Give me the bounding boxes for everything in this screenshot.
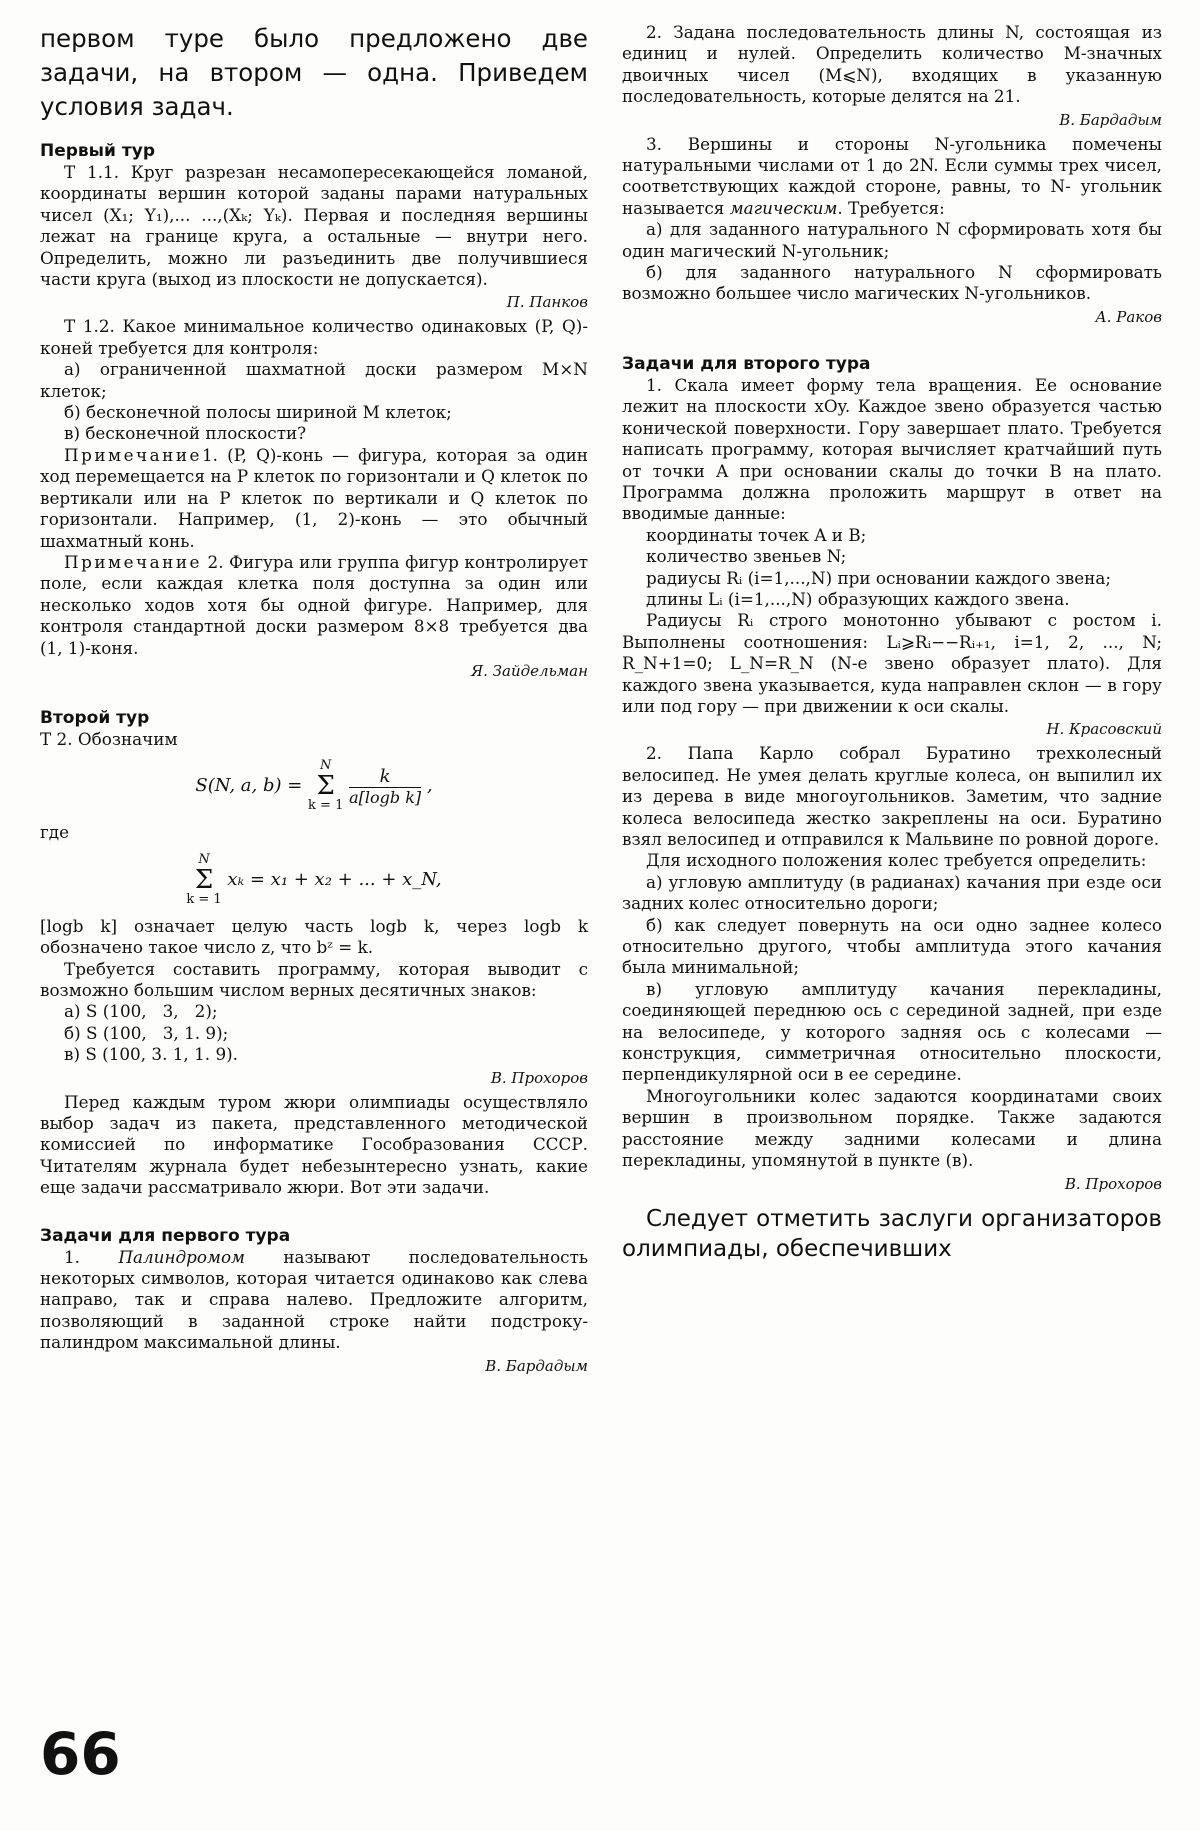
author-task1: В. Бардадым [485,1356,588,1375]
tasks1-heading: Задачи для первого тура [40,1225,291,1246]
task3-a: а) для заданного натурального N сформировать хотя бы один магический N-угольник; [622,219,1162,261]
t21-list-4: длины Lᵢ (i=1,...,N) образующих каждого звена. [646,588,1070,609]
note-2-text: 2. Фигура или группа фигур контролирует поле, если каждая клетка поля доступна за один или несколько ходов хотя бы одной фигуре. Например, для контроля стандартной доски размером 8×8 требуется два (1, 1)-коня. [40,551,588,658]
jury-paragraph: Перед каждым туром жюри олимпиады осуществляло выбор задач из пакета, представленного методической комиссией по информатике Гособразования СССР. Читателям журнала будет небезынтересно узнать, какие еще задачи рассматривало жюри. Вот эти задачи. [40,1091,588,1198]
sum-symbol-2: N Σ k = 1 [186,851,222,907]
tour1-heading: Первый тур [40,141,155,161]
task2-sequence: 2. Задана последовательность длины N, состоящая из единиц и нулей. Определить количество M-значных двоичных чисел (M⩽N), входящих в указанную последовательность, которые делятся на 21. [622,22,1162,107]
problem-t2-text1: [logb k] означает целую часть logb k, через logb k обозначено такое число z, что bᶻ = k. [40,915,588,958]
t22-input: Многоугольники колес задаются координатами своих вершин в произвольном порядке. Также задаются расстояние между задними колесами и длина перекладины, упомянутой в пункте (в). [622,1085,1162,1171]
note-1-text: 1. (P, Q)-конь — фигура, которая за один ход перемещается на P клеток по горизонтали и Q клеток по вертикали или на P клеток по вертикали и Q клеток по горизонтали. Например, (1, 2)-конь — это обычный шахматный конь. [40,444,588,551]
formula-s-lhs: S(N, a, b) = [195,775,303,797]
t22-c: в) угловую амплитуду качания перекладины, соединяющей переднюю ось с серединой задней, при езде на велосипеде, у которого задняя ось с колесами — конструкция, симметричная относительно плоскости, перпендикулярной оси в ее середине. [622,978,1162,1085]
t21-list-1: координаты точек A и B; [646,524,867,545]
problem-t2-intro: Т 2. Обозначим [40,728,178,749]
tour2-heading: Второй тур [40,707,150,728]
author-t21: Н. Красовский [1046,720,1162,739]
t21-list-3: радиусы Rᵢ (i=1,...,N) при основании каждого звена; [646,567,1112,588]
formula-s: S(N, a, b) = N Σ k = 1 $\frac{k}{\text{a[logb k]}}$ , [195,758,433,814]
author-t2: В. Прохоров [490,1068,588,1087]
t21-conditions: Радиусы Rᵢ строго монотонно убывают с ростом i. Выполнены соотношения: Lᵢ⩾Rᵢ−−Rᵢ₊₁, i=1, 2, ..., N; R_N+1=0; L_N=R_N (N-е звено образует плато). Для каждого звена указывается, куда направлен склон — в гору или под гору — при движении к оси скалы. [622,610,1162,716]
author-t12: Я. Зайдельман [471,661,588,680]
tasks2-heading: Задачи для второго тура [622,353,871,374]
problem-t12-b: б) бесконечной полосы шириной M клеток; [64,402,452,423]
task3-b: б) для заданного натурального N сформировать возможно большее число магических N-угольников. [622,262,1162,304]
author-t11: П. Панков [506,293,588,312]
problem-t2-a: а) S (100, 3, 2); [64,1001,218,1022]
magic-term: магическим [729,197,838,218]
t22-requirements: Для исходного положения колес требуется определить: [646,850,1147,871]
problem-t2-b: б) S (100, 3, 1. 9); [64,1022,229,1043]
t21-rock: 1. Скала имеет форму тела вращения. Ее основание лежит на плоскости xOy. Каждое звено образуется частью конической поверхности. Гору завершает плато. Требуется написать программу, которая вычисляет кратчайший путь от точки A при основании скалы до точки B на плато. Программа должна проложить маршрут в ответ на вводимые данные: [622,374,1162,524]
author-task3: А. Раков [1095,307,1162,326]
author-task2: В. Бардадым [1059,110,1162,129]
note-1 [40,445,588,552]
problem-t12: Т 1.2. Какое минимальное количество одинаковых (P, Q)-коней требуется для контроля: [40,316,588,358]
right-column [622,22,1162,1264]
palindrome-term: Палиндромом [118,1246,245,1267]
t21-list-2: количество звеньев N; [646,546,847,567]
formula-sum-rhs: xₖ = x₁ + x₂ + ... + x_N, [227,868,442,890]
t22-b: б) как следует повернуть на оси одно заднее колесо относительно другого, чтобы амплитуда этого качания была минимальной; [622,914,1162,978]
task1-palindrome: 1. Палиндромом называют последовательность некоторых символов, которая читается одинаково как слева направо, так и справа налево. Предложите алгоритм, позволяющий в заданной строке найти подстроку-палиндром максимальной длины. [40,1246,588,1353]
left-column [40,22,588,1380]
note-2-label: Примечание [64,551,202,572]
formula-sum-x [40,852,588,908]
note-1-label: Примечание [64,444,202,465]
task3-polygon: 3. Вершины и стороны N-угольника помечены натуральными числами от 1 до 2N. Если суммы трех чисел, соответствующих каждой стороне, равны, то N- угольник называется магическим. Требуется: [622,133,1162,218]
problem-t11: Т 1.1. Круг разрезан несамопересекающейся ломаной, координаты вершин которой заданы парами натуральных чисел (X₁; Y₁),... ...,(Xₖ; Yₖ). Первая и последняя вершины лежат на границе круга, а остальные — внутри него. Определить, можно ли разъединить две получившиеся части круга (выход из плоскости не допускается). [40,162,588,290]
t22-a: а) угловую амплитуду (в радианах) качания при езде оси задних колес относительно дороги; [622,871,1162,914]
author-t22: В. Прохоров [1064,1174,1162,1193]
lead-paragraph: первом туре было предложено две задачи, на втором — одна. Приведем условия задач. [40,24,588,121]
problem-t12-c: в) бесконечной плоскости? [64,423,307,444]
problem-t2-c: в) S (100, 3. 1, 1. 9). [64,1044,238,1065]
page-number: 66 [40,1720,121,1788]
problem-t2-text2: Требуется составить программу, которая выводит с возможно большим числом верных десятичных знаков: [40,958,588,1000]
where-label: где [40,822,70,843]
note-2 [40,552,588,659]
formula-s-fraction: $\frac{k}{\text{a[logb k]}}$ [349,765,422,807]
sum-symbol: N Σ k = 1 [308,758,344,814]
closing-paragraph: Следует отметить заслуги организаторов олимпиады, обеспечивших [622,1205,1162,1262]
problem-t12-a: а) ограниченной шахматной доски размером M×N клеток; [40,359,588,401]
t22-bicycle: 2. Папа Карло собрал Буратино трехколесный велосипед. Не умея делать круглые колеса, он выпилил их из дерева в виде многоугольников. Заметим, что задние колеса велосипеда жестко закреплены на оси. Буратино взял велосипед и отправился к Мальвине по ровной дороге. [622,743,1162,849]
